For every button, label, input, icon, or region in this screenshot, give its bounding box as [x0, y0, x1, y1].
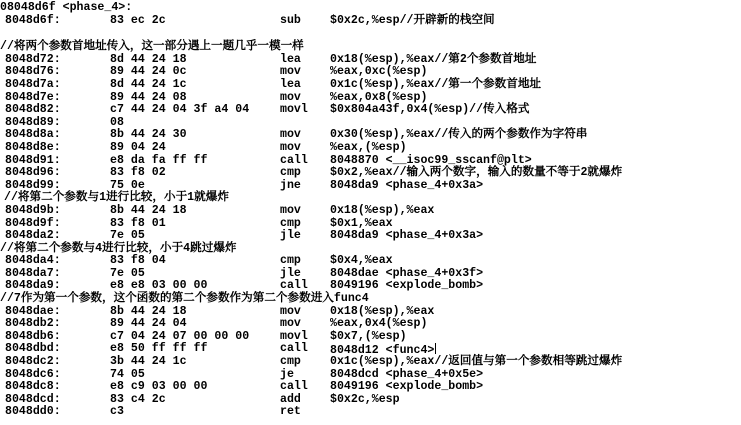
instruction-address: 8048d8a:	[5, 128, 61, 142]
instruction-operands: 0x1c(%esp),%eax//返回值与第一个参数相等跳过爆炸	[330, 355, 623, 369]
instruction-address: 8048d7e:	[5, 90, 61, 104]
instruction-address: 8048dc2:	[5, 355, 61, 369]
instruction-address: 8048dd0:	[5, 405, 61, 419]
instruction-mnemonic: cmp	[280, 216, 301, 230]
instruction-mnemonic: call	[280, 380, 308, 394]
instruction-row	[0, 167, 741, 180]
instruction-bytes: 89 44 24 04	[110, 317, 187, 331]
instruction-address: 8048d76:	[5, 65, 61, 79]
instruction-row	[0, 255, 741, 268]
instruction-bytes: 3b 44 24 1c	[110, 355, 187, 369]
instruction-bytes: 83 f8 02	[110, 166, 166, 180]
instruction-operands: 0x18(%esp),%eax//第2个参数首地址	[330, 52, 537, 66]
instruction-address: 8048db6:	[5, 329, 61, 343]
instruction-address: 8048d89:	[5, 115, 61, 129]
instruction-address: 8048d7a:	[5, 77, 61, 91]
instruction-operands: 0x18(%esp),%eax	[330, 203, 435, 217]
instruction-row	[0, 79, 741, 92]
instruction-operands: 0x1c(%esp),%eax//第一个参数首地址	[330, 77, 542, 91]
instruction-operands: %eax,0xc(%esp)	[330, 65, 428, 79]
instruction-mnemonic: cmp	[280, 254, 301, 268]
instruction-bytes: 83 f8 01	[110, 216, 166, 230]
instruction-bytes: 89 44 24 08	[110, 90, 187, 104]
instruction-address: 8048da9:	[5, 279, 61, 293]
instruction-operands: %eax,(%esp)	[330, 140, 407, 154]
instruction-bytes: 89 44 24 0c	[110, 65, 187, 79]
instruction-bytes: e8 50 ff ff ff	[110, 342, 208, 356]
instruction-bytes: c3	[110, 405, 124, 419]
instruction-address: 8048dc8:	[5, 380, 61, 394]
instruction-row	[0, 406, 741, 419]
instruction-address: 8048d9b:	[5, 203, 61, 217]
instruction-mnemonic: mov	[280, 90, 301, 104]
instruction-bytes: 08	[110, 115, 124, 129]
instruction-address: 8048dbd:	[5, 342, 61, 356]
comment-text: //将第二个参数与4进行比较，小于4跳过爆炸	[0, 241, 237, 255]
instruction-address: 8048dc6:	[5, 367, 61, 381]
comment-text: //7作为第一个参数，这个函数的第二个参数作为第二个参数进入func4	[0, 292, 369, 306]
instruction-mnemonic: jle	[280, 229, 301, 243]
instruction-operands: $0x2c,%esp	[330, 392, 400, 406]
instruction-row	[0, 356, 741, 369]
instruction-address: 8048d82:	[5, 103, 61, 117]
instruction-operands: 8048dcd <phase_4+0x5e>	[330, 367, 484, 381]
instruction-operands: 8048da9 <phase_4+0x3a>	[330, 229, 484, 243]
instruction-operands: 8048da9 <phase_4+0x3a>	[330, 178, 484, 192]
instruction-operands: 8048dae <phase_4+0x3f>	[330, 266, 484, 280]
instruction-address: 8048dcd:	[5, 392, 61, 406]
instruction-address: 8048d91:	[5, 153, 61, 167]
instruction-operands: $0x7,(%esp)	[330, 329, 407, 343]
text-cursor-icon	[435, 343, 436, 354]
instruction-bytes: 74 05	[110, 367, 145, 381]
function-header-row	[0, 2, 741, 15]
instruction-row	[0, 318, 741, 331]
instruction-mnemonic: add	[280, 392, 301, 406]
instruction-bytes: 83 c4 2c	[110, 392, 166, 406]
instruction-row	[0, 15, 741, 28]
instruction-operands: $0x2,%eax//输入两个数字，输入的数量不等于2就爆炸	[330, 166, 623, 180]
instruction-bytes: 8d 44 24 1c	[110, 77, 187, 91]
instruction-address: 8048d6f:	[5, 13, 61, 27]
instruction-row	[0, 142, 741, 155]
instruction-mnemonic: movl	[280, 103, 308, 117]
instruction-row	[0, 205, 741, 218]
instruction-row	[0, 230, 741, 243]
instruction-operands: $0x4,%eax	[330, 254, 393, 268]
instruction-bytes: 83 ec 2c	[110, 13, 166, 27]
instruction-mnemonic: sub	[280, 13, 301, 27]
instruction-operands: $0x1,%eax	[330, 216, 393, 230]
instruction-bytes: 75 0e	[110, 178, 145, 192]
instruction-operands: 0x30(%esp),%eax//传入的两个参数作为字符串	[330, 128, 588, 142]
comment-text: //将两个参数首地址传入，这一部分遇上一题几乎一模一样	[0, 40, 304, 54]
instruction-operands: $0x804a43f,0x4(%esp)//传入格式	[330, 103, 530, 117]
instruction-bytes: 89 04 24	[110, 140, 166, 154]
instruction-mnemonic: call	[280, 342, 308, 356]
instruction-mnemonic: je	[280, 367, 294, 381]
instruction-address: 8048d9f:	[5, 216, 61, 230]
instruction-bytes: c7 04 24 07 00 00 00	[110, 329, 250, 343]
instruction-address: 8048dae:	[5, 304, 61, 318]
instruction-row	[0, 381, 741, 394]
instruction-mnemonic: ret	[280, 405, 301, 419]
instruction-mnemonic: mov	[280, 203, 301, 217]
instruction-address: 8048da7:	[5, 266, 61, 280]
instruction-operands: 8048870 <__isoc99_sscanf@plt>	[330, 153, 532, 167]
disassembly-listing[interactable]	[0, 2, 741, 419]
instruction-bytes: e8 e8 03 00 00	[110, 279, 208, 293]
instruction-mnemonic: cmp	[280, 166, 301, 180]
instruction-mnemonic: jne	[280, 178, 301, 192]
instruction-mnemonic: jle	[280, 266, 301, 280]
instruction-mnemonic: mov	[280, 317, 301, 331]
instruction-operands: 8049196 <explode_bomb>	[330, 380, 484, 394]
instruction-mnemonic: movl	[280, 329, 308, 343]
comment-line	[0, 41, 741, 54]
instruction-bytes: c7 44 24 04 3f a4 04	[110, 103, 250, 117]
instruction-address: 8048da4:	[5, 254, 61, 268]
instruction-mnemonic: mov	[280, 65, 301, 79]
instruction-mnemonic: call	[280, 153, 308, 167]
instruction-bytes: 8b 44 24 30	[110, 128, 187, 142]
instruction-bytes: 7e 05	[110, 266, 145, 280]
comment-text: //将第二个参数与1进行比较，小于1就爆炸	[4, 191, 229, 205]
instruction-mnemonic: mov	[280, 140, 301, 154]
instruction-operands: 0x18(%esp),%eax	[330, 304, 435, 318]
instruction-bytes: e8 da fa ff ff	[110, 153, 208, 167]
instruction-bytes: 8d 44 24 18	[110, 52, 187, 66]
instruction-address: 8048db2:	[5, 317, 61, 331]
instruction-address: 8048da2:	[5, 229, 61, 243]
instruction-operands: %eax,0x8(%esp)	[330, 90, 428, 104]
instruction-bytes: 8b 44 24 18	[110, 203, 187, 217]
instruction-mnemonic: lea	[280, 52, 301, 66]
instruction-operands: %eax,0x4(%esp)	[330, 317, 428, 331]
instruction-row	[0, 104, 741, 117]
instruction-bytes: e8 c9 03 00 00	[110, 380, 208, 394]
instruction-mnemonic: mov	[280, 128, 301, 142]
instruction-mnemonic: lea	[280, 77, 301, 91]
instruction-mnemonic: call	[280, 279, 308, 293]
instruction-address: 8048d72:	[5, 52, 61, 66]
instruction-address: 8048d96:	[5, 166, 61, 180]
instruction-bytes: 8b 44 24 18	[110, 304, 187, 318]
instruction-address: 8048d8e:	[5, 140, 61, 154]
instruction-bytes: 83 f8 04	[110, 254, 166, 268]
instruction-operands: $0x2c,%esp//开辟新的栈空间	[330, 13, 495, 27]
function-header: 08048d6f <phase_4>:	[0, 1, 133, 14]
instruction-mnemonic: mov	[280, 304, 301, 318]
comment-line	[0, 293, 741, 306]
instruction-address: 8048d99:	[5, 178, 61, 192]
instruction-bytes: 7e 05	[110, 229, 145, 243]
instruction-operands: 8049196 <explode_bomb>	[330, 279, 484, 293]
instruction-mnemonic: cmp	[280, 355, 301, 369]
instruction-operands: 8048d12 <func4>	[330, 344, 435, 358]
